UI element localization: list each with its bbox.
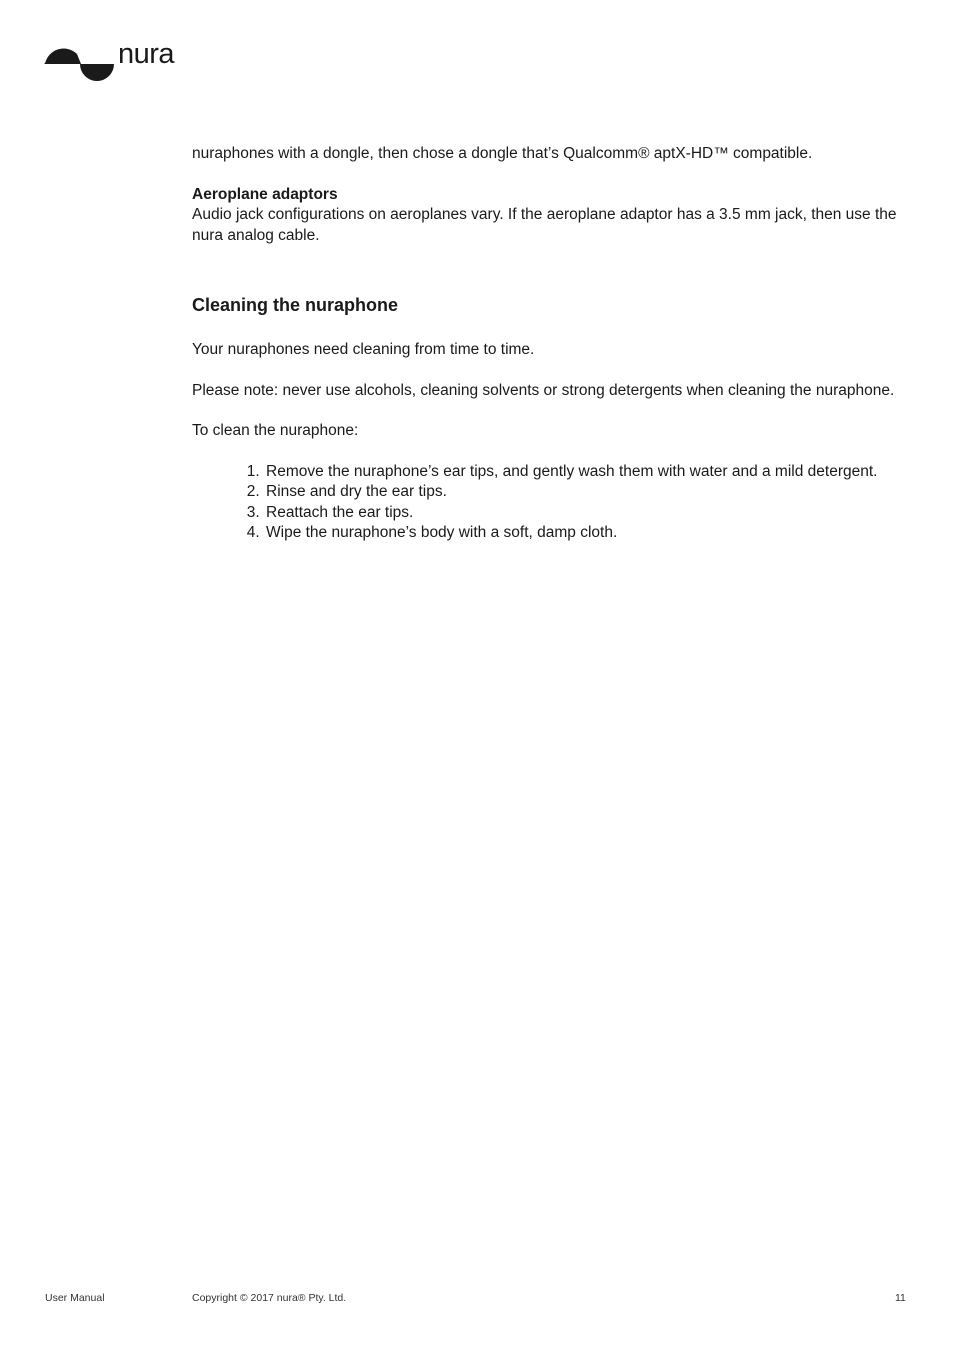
footer-doc-label: User Manual xyxy=(45,1292,105,1304)
page-number: 11 xyxy=(895,1292,906,1304)
intro-continuation: nuraphones with a dongle, then chose a dongle that’s Qualcomm® aptX-HD™ compatible. xyxy=(192,145,813,162)
cleaning-paragraph-2: Please note: never use alcohols, cleaning solvents or strong detergents when cleaning the nuraphone. xyxy=(192,381,895,399)
nura-wave-logo-icon xyxy=(44,40,116,82)
brand-logo xyxy=(44,40,174,82)
footer-copyright: Copyright © 2017 nura® Pty. Ltd. xyxy=(192,1292,347,1304)
aeroplane-adaptors-heading: Aeroplane adaptors xyxy=(192,185,338,203)
list-item: 4. Wipe the nuraphone’s body with a soft, damp cloth. xyxy=(264,523,912,544)
cleaning-paragraph-1: Your nuraphones need cleaning from time to time. xyxy=(192,341,535,358)
cleaning-steps-list xyxy=(192,462,912,544)
brand-wordmark: nura xyxy=(118,38,175,70)
list-item: 3. Reattach the ear tips. xyxy=(264,503,912,524)
list-item: 2. Rinse and dry the ear tips. xyxy=(264,482,912,503)
cleaning-section-title: Cleaning the nuraphone xyxy=(192,295,399,315)
list-item: 1. Remove the nuraphone’s ear tips, and gently wash them with water and a mild detergent. xyxy=(264,462,912,483)
page-content xyxy=(192,144,912,544)
aeroplane-adaptors-text: Audio jack configurations on aeroplanes vary. If the aeroplane adaptor has a 3.5 mm jack, then use the nura analog cable. xyxy=(192,206,897,244)
cleaning-paragraph-3: To clean the nuraphone: xyxy=(192,422,359,439)
